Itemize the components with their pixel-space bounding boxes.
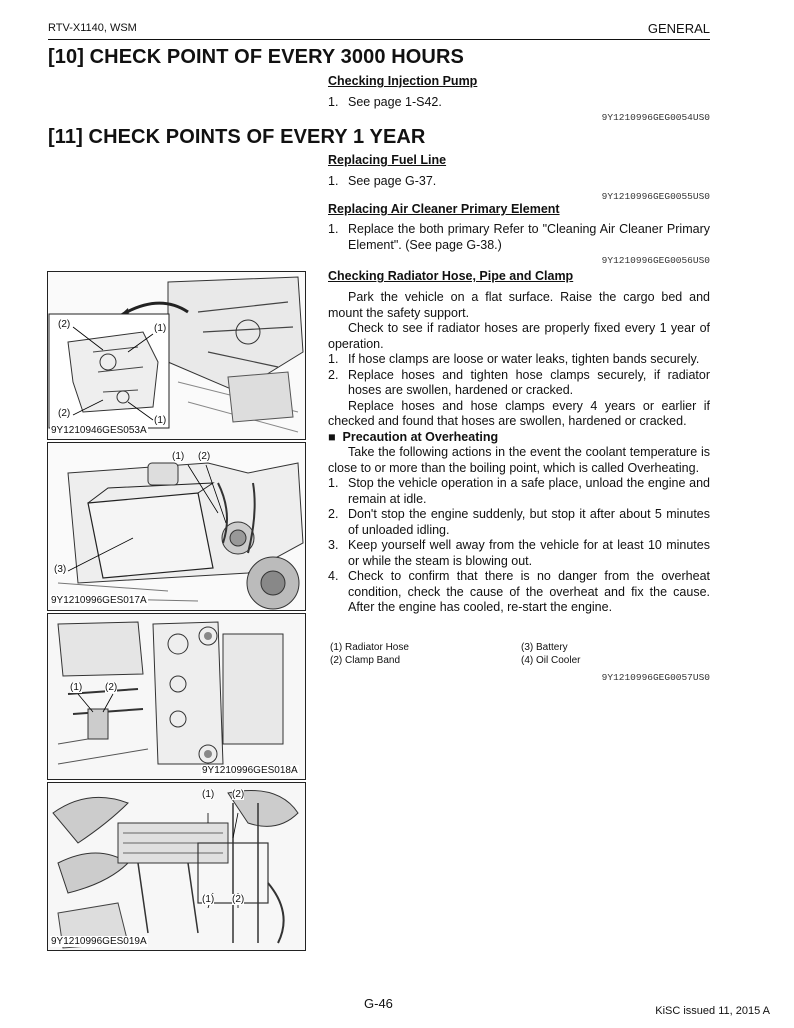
list-number: 1. — [328, 174, 339, 188]
issue-info: KiSC issued 11, 2015 A — [655, 1005, 770, 1017]
list-text: Don't stop the engine suddenly, but stop it after about 5 minutes of unloaded idling. — [348, 507, 710, 537]
list-number: 4. — [328, 569, 339, 583]
injection-pump-heading: Checking Injection Pump — [328, 74, 478, 88]
list-item — [328, 538, 710, 569]
callout-label: (2) — [232, 789, 245, 800]
paragraph: Park the vehicle on a flat surface. Raise the cargo bed and mount the safety support. — [328, 290, 710, 320]
figure-illustration — [48, 272, 305, 439]
list-item — [328, 507, 710, 538]
list-text: Replace the both primary Refer to "Cleaning Air Cleaner Primary Element". (See page G-38.) — [348, 222, 710, 252]
callout-label: (1) — [154, 415, 167, 426]
precaution-heading: Precaution at Overheating — [342, 429, 499, 444]
figure-radiator-hose-1 — [47, 271, 306, 440]
paragraph: Take the following actions in the event the coolant temperature is close to or more than the boiling point, which is called Overheating. — [328, 445, 710, 475]
doc-code: 9Y1210996GEG0054US0 — [601, 112, 710, 123]
paragraph: Replace hoses and hose clamps every 4 years or earlier if checked and found that hoses are swollen, hardened or cracked. — [328, 398, 710, 428]
list-number: 1. — [328, 95, 339, 109]
figure-illustration — [48, 443, 305, 610]
callout-label: (2) — [58, 408, 71, 419]
section-10-title: [10] CHECK POINT OF EVERY 3000 HOURS — [48, 46, 464, 68]
fuel-line-list — [328, 174, 710, 190]
callout-label: (1) — [70, 682, 83, 693]
legend-item: (1) Radiator Hose — [330, 642, 409, 653]
list-number: 2. — [328, 507, 339, 521]
callout-label: (2) — [232, 894, 245, 905]
air-cleaner-heading: Replacing Air Cleaner Primary Element — [328, 202, 560, 216]
figure-label: 9Y1210996GES018A — [202, 765, 298, 776]
legend-item: (4) Oil Cooler — [521, 655, 581, 666]
list-item — [328, 174, 710, 190]
figure-label: 9Y1210996GES017A — [51, 595, 147, 606]
list-text: If hose clamps are loose or water leaks, tighten bands securely. — [348, 352, 700, 366]
doc-code: 9Y1210996GEG0055US0 — [601, 191, 710, 202]
callout-label: (1) — [172, 451, 185, 462]
injection-pump-list — [328, 95, 710, 111]
list-text: See page G-37. — [348, 174, 437, 188]
figure-illustration — [48, 614, 305, 779]
radiator-body — [328, 290, 710, 616]
callout-label: (2) — [58, 319, 71, 330]
list-number: 2. — [328, 367, 339, 382]
fuel-line-heading: Replacing Fuel Line — [328, 153, 447, 167]
figure-label: 9Y1210946GES053A — [51, 425, 147, 436]
list-item — [328, 352, 710, 368]
list-item — [328, 95, 710, 111]
header-manual-title: RTV-X1140, WSM — [48, 22, 137, 34]
callout-label: (1) — [154, 323, 167, 334]
section-11-title: [11] CHECK POINTS OF EVERY 1 YEAR — [48, 126, 426, 148]
list-number: 3. — [328, 538, 339, 552]
list-text: See page 1-S42. — [348, 95, 442, 109]
list-text: Check to confirm that there is no danger from the overheat condition, check the cause of the overheat and fix the cause. After the engine has cooled, re-start the engine. — [348, 569, 710, 614]
list-item — [328, 569, 710, 616]
list-item — [328, 222, 710, 253]
figure-illustration — [48, 783, 305, 950]
list-number: 1. — [328, 476, 339, 490]
list-item — [328, 476, 710, 507]
figure-oil-cooler-clamps — [47, 782, 306, 951]
square-bullet-icon: ■ — [328, 429, 336, 444]
doc-code: 9Y1210996GEG0056US0 — [601, 255, 710, 266]
list-number: 1. — [328, 352, 339, 366]
figure-battery-hose — [47, 442, 306, 611]
figure-label: 9Y1210996GES019A — [51, 936, 147, 947]
legend-item: (2) Clamp Band — [330, 655, 401, 666]
page-number: G-46 — [364, 996, 393, 1011]
legend-item: (3) Battery — [521, 642, 568, 653]
list-text: Keep yourself well away from the vehicle for at least 10 minutes or while the steam is blowing out. — [348, 538, 710, 568]
paragraph: Check to see if radiator hoses are properly fixed every 1 year of operation. — [328, 321, 710, 351]
list-text: Replace hoses and tighten hose clamps securely, if radiator hoses are swollen, hardened or cracked. — [348, 367, 710, 397]
radiator-heading: Checking Radiator Hose, Pipe and Clamp — [328, 269, 574, 283]
header-divider — [48, 39, 710, 40]
callout-label: (3) — [54, 564, 67, 575]
doc-code: 9Y1210996GEG0057US0 — [601, 672, 710, 683]
callout-label: (1) — [202, 789, 215, 800]
callout-label: (2) — [105, 682, 118, 693]
callout-label: (2) — [198, 451, 211, 462]
list-text: Stop the vehicle operation in a safe place, unload the engine and remain at idle. — [348, 476, 710, 506]
header-section-name: GENERAL — [647, 21, 710, 36]
callout-label: (1) — [202, 894, 215, 905]
list-number: 1. — [328, 222, 339, 236]
air-cleaner-list — [328, 222, 710, 253]
list-item — [328, 368, 710, 399]
figure-oil-cooler-hose — [47, 613, 306, 780]
precaution-heading-row — [328, 430, 710, 446]
